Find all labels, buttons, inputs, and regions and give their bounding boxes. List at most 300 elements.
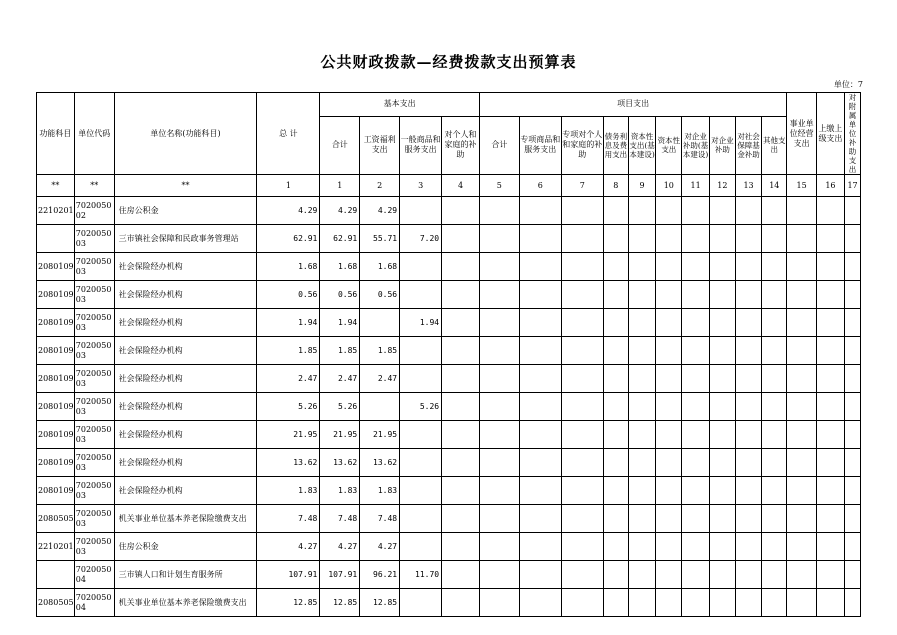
header-func-code: 功能科目: [37, 93, 75, 175]
personal-cell: [442, 477, 480, 505]
index-cell: 1: [257, 175, 320, 197]
unit-code-cell: 7020050 04: [74, 561, 114, 589]
empty-cell: [762, 477, 787, 505]
empty-cell: [682, 421, 709, 449]
unit-name-cell: 社会保险经办机构: [114, 253, 257, 281]
table-row: [37, 309, 861, 337]
empty-cell: [603, 533, 628, 561]
empty-cell: [603, 197, 628, 225]
header-proj-other: 其他支出: [762, 116, 787, 174]
empty-cell: [735, 309, 761, 337]
empty-cell: [762, 309, 787, 337]
table-row: [37, 337, 861, 365]
header-proj-capital: 资本性支出: [656, 116, 682, 174]
total-cell: 1.94: [257, 309, 320, 337]
empty-cell: [561, 393, 603, 421]
empty-cell: [519, 561, 561, 589]
header-proj-social-fund: 对社会保障基金补助: [735, 116, 761, 174]
total-cell: 5.26: [257, 393, 320, 421]
empty-cell: [735, 281, 761, 309]
empty-cell: [603, 337, 628, 365]
index-cell: 14: [762, 175, 787, 197]
wage-cell: 4.27: [360, 533, 400, 561]
empty-cell: [656, 589, 682, 617]
unit-name-cell: 机关事业单位基本养老保险缴费支出: [114, 505, 257, 533]
empty-cell: [845, 421, 861, 449]
table-row: [37, 561, 861, 589]
table-row: [37, 533, 861, 561]
empty-cell: [762, 421, 787, 449]
goods-cell: [400, 337, 442, 365]
empty-cell: [816, 589, 844, 617]
empty-cell: [682, 393, 709, 421]
empty-cell: [682, 477, 709, 505]
basic-sum-cell: 0.56: [320, 281, 360, 309]
index-cell: 15: [787, 175, 816, 197]
empty-cell: [816, 225, 844, 253]
empty-cell: [816, 337, 844, 365]
personal-cell: [442, 337, 480, 365]
empty-cell: [561, 281, 603, 309]
empty-cell: [656, 365, 682, 393]
empty-cell: [628, 561, 655, 589]
empty-cell: [561, 225, 603, 253]
index-cell: 2: [360, 175, 400, 197]
header-unit-name: 单位名称(功能科目): [114, 93, 257, 175]
table-row: [37, 365, 861, 393]
empty-cell: [709, 533, 735, 561]
empty-cell: [709, 281, 735, 309]
empty-cell: [709, 421, 735, 449]
total-cell: 0.56: [257, 281, 320, 309]
total-cell: 13.62: [257, 449, 320, 477]
func-code-cell: 2080109: [37, 253, 75, 281]
index-cell: 11: [682, 175, 709, 197]
table-row: [37, 197, 861, 225]
empty-cell: [628, 309, 655, 337]
empty-cell: [628, 337, 655, 365]
empty-cell: [709, 449, 735, 477]
goods-cell: 1.94: [400, 309, 442, 337]
index-cell: 8: [603, 175, 628, 197]
goods-cell: [400, 281, 442, 309]
empty-cell: [787, 533, 816, 561]
empty-cell: [682, 449, 709, 477]
empty-cell: [603, 561, 628, 589]
basic-sum-cell: 1.83: [320, 477, 360, 505]
personal-cell: [442, 421, 480, 449]
empty-cell: [656, 337, 682, 365]
empty-cell: [628, 281, 655, 309]
empty-cell: [656, 449, 682, 477]
empty-cell: [682, 281, 709, 309]
empty-cell: [682, 533, 709, 561]
index-cell: 10: [656, 175, 682, 197]
empty-cell: [762, 393, 787, 421]
table-row: [37, 477, 861, 505]
empty-cell: [762, 337, 787, 365]
empty-cell: [628, 365, 655, 393]
table-row: [37, 281, 861, 309]
empty-cell: [479, 309, 519, 337]
empty-cell: [735, 589, 761, 617]
empty-cell: [787, 309, 816, 337]
empty-cell: [735, 477, 761, 505]
goods-cell: [400, 505, 442, 533]
empty-cell: [709, 309, 735, 337]
empty-cell: [709, 589, 735, 617]
empty-cell: [519, 421, 561, 449]
empty-cell: [656, 309, 682, 337]
budget-table: [36, 92, 861, 617]
empty-cell: [479, 589, 519, 617]
empty-cell: [845, 393, 861, 421]
wage-cell: 7.48: [360, 505, 400, 533]
empty-cell: [628, 253, 655, 281]
empty-cell: [787, 421, 816, 449]
empty-cell: [709, 253, 735, 281]
empty-cell: [519, 337, 561, 365]
empty-cell: [816, 393, 844, 421]
unit-name-cell: 社会保险经办机构: [114, 281, 257, 309]
empty-cell: [628, 421, 655, 449]
personal-cell: [442, 393, 480, 421]
empty-cell: [603, 449, 628, 477]
empty-cell: [762, 505, 787, 533]
empty-cell: [519, 449, 561, 477]
unit-name-cell: 社会保险经办机构: [114, 309, 257, 337]
wage-cell: 2.47: [360, 365, 400, 393]
unit-code-cell: 7020050 02: [74, 197, 114, 225]
empty-cell: [762, 449, 787, 477]
header-proj-enterprise: 对企业补助: [709, 116, 735, 174]
empty-cell: [561, 337, 603, 365]
basic-sum-cell: 4.29: [320, 197, 360, 225]
empty-cell: [735, 505, 761, 533]
empty-cell: [845, 253, 861, 281]
empty-cell: [682, 197, 709, 225]
empty-cell: [787, 393, 816, 421]
empty-cell: [656, 281, 682, 309]
goods-cell: 7.20: [400, 225, 442, 253]
func-code-cell: 2080505: [37, 589, 75, 617]
unit-name-cell: 社会保险经办机构: [114, 449, 257, 477]
empty-cell: [628, 477, 655, 505]
wage-cell: 1.85: [360, 337, 400, 365]
empty-cell: [561, 253, 603, 281]
func-code-cell: 2080505: [37, 505, 75, 533]
empty-cell: [816, 253, 844, 281]
empty-cell: [628, 589, 655, 617]
empty-cell: [816, 281, 844, 309]
goods-cell: [400, 421, 442, 449]
func-code-cell: 2080109: [37, 477, 75, 505]
table-row: [37, 589, 861, 617]
index-cell: 3: [400, 175, 442, 197]
empty-cell: [479, 393, 519, 421]
empty-cell: [603, 253, 628, 281]
total-cell: 1.85: [257, 337, 320, 365]
empty-cell: [762, 253, 787, 281]
basic-sum-cell: 1.85: [320, 337, 360, 365]
index-cell: 12: [709, 175, 735, 197]
empty-cell: [816, 477, 844, 505]
index-cell: 1: [320, 175, 360, 197]
empty-cell: [479, 505, 519, 533]
empty-cell: [628, 533, 655, 561]
empty-cell: [561, 589, 603, 617]
empty-cell: [787, 253, 816, 281]
empty-cell: [561, 365, 603, 393]
index-cell: 6: [519, 175, 561, 197]
header-basic-goods: 一般商品和服务支出: [400, 116, 442, 174]
empty-cell: [561, 533, 603, 561]
wage-cell: 55.71: [360, 225, 400, 253]
func-code-cell: 2080109: [37, 449, 75, 477]
empty-cell: [682, 365, 709, 393]
empty-cell: [762, 561, 787, 589]
empty-cell: [656, 225, 682, 253]
empty-cell: [762, 225, 787, 253]
empty-cell: [845, 225, 861, 253]
wage-cell: 13.62: [360, 449, 400, 477]
empty-cell: [561, 505, 603, 533]
personal-cell: [442, 505, 480, 533]
header-project: 项目支出: [479, 93, 787, 117]
func-code-cell: [37, 561, 75, 589]
empty-cell: [561, 309, 603, 337]
empty-cell: [656, 393, 682, 421]
empty-cell: [656, 505, 682, 533]
goods-cell: 11.70: [400, 561, 442, 589]
empty-cell: [709, 197, 735, 225]
empty-cell: [603, 505, 628, 533]
empty-cell: [787, 225, 816, 253]
empty-cell: [816, 421, 844, 449]
empty-cell: [603, 393, 628, 421]
unit-code-cell: 7020050 03: [74, 533, 114, 561]
personal-cell: [442, 449, 480, 477]
wage-cell: 0.56: [360, 281, 400, 309]
unit-name-cell: 社会保险经办机构: [114, 393, 257, 421]
empty-cell: [519, 281, 561, 309]
empty-cell: [735, 253, 761, 281]
basic-sum-cell: 5.26: [320, 393, 360, 421]
empty-cell: [519, 197, 561, 225]
empty-cell: [787, 281, 816, 309]
wage-cell: 1.68: [360, 253, 400, 281]
empty-cell: [682, 309, 709, 337]
empty-cell: [816, 561, 844, 589]
goods-cell: [400, 533, 442, 561]
wage-cell: 4.29: [360, 197, 400, 225]
empty-cell: [709, 561, 735, 589]
empty-cell: [845, 309, 861, 337]
empty-cell: [628, 505, 655, 533]
empty-cell: [709, 477, 735, 505]
total-cell: 7.48: [257, 505, 320, 533]
goods-cell: [400, 253, 442, 281]
unit-code-cell: 7020050 04: [74, 589, 114, 617]
empty-cell: [561, 421, 603, 449]
empty-cell: [845, 449, 861, 477]
basic-sum-cell: 7.48: [320, 505, 360, 533]
empty-cell: [656, 253, 682, 281]
unit-code-cell: 7020050 03: [74, 505, 114, 533]
empty-cell: [735, 449, 761, 477]
empty-cell: [816, 197, 844, 225]
empty-cell: [628, 225, 655, 253]
empty-cell: [787, 449, 816, 477]
basic-sum-cell: 107.91: [320, 561, 360, 589]
index-cell: 4: [442, 175, 480, 197]
unit-name-cell: 三市镇人口和计划生育服务所: [114, 561, 257, 589]
header-upper: 上缴上级支出: [816, 93, 844, 175]
index-cell: **: [114, 175, 257, 197]
header-proj-enterprise-build: 对企业补助(基本建设): [682, 116, 709, 174]
empty-cell: [787, 589, 816, 617]
wage-cell: 1.83: [360, 477, 400, 505]
empty-cell: [845, 197, 861, 225]
empty-cell: [603, 421, 628, 449]
empty-cell: [628, 393, 655, 421]
empty-cell: [479, 253, 519, 281]
header-proj-capital-build: 资本性支出(基本建设): [628, 116, 655, 174]
empty-cell: [479, 533, 519, 561]
total-cell: 62.91: [257, 225, 320, 253]
table-row: [37, 505, 861, 533]
empty-cell: [787, 561, 816, 589]
func-code-cell: 2210201: [37, 533, 75, 561]
header-biz-unit: 事业单位经营支出: [787, 93, 816, 175]
goods-cell: [400, 589, 442, 617]
empty-cell: [682, 253, 709, 281]
total-cell: 1.83: [257, 477, 320, 505]
personal-cell: [442, 365, 480, 393]
total-cell: 12.85: [257, 589, 320, 617]
empty-cell: [479, 365, 519, 393]
unit-code-cell: 7020050 03: [74, 393, 114, 421]
total-cell: 2.47: [257, 365, 320, 393]
index-row: [37, 175, 861, 197]
empty-cell: [735, 393, 761, 421]
empty-cell: [561, 477, 603, 505]
empty-cell: [735, 337, 761, 365]
empty-cell: [762, 533, 787, 561]
total-cell: 107.91: [257, 561, 320, 589]
empty-cell: [787, 197, 816, 225]
total-cell: 21.95: [257, 421, 320, 449]
basic-sum-cell: 1.68: [320, 253, 360, 281]
func-code-cell: 2080109: [37, 393, 75, 421]
page-title: 公共财政拨款—经费拨款支出预算表: [320, 53, 577, 71]
empty-cell: [479, 225, 519, 253]
empty-cell: [479, 281, 519, 309]
empty-cell: [656, 197, 682, 225]
unit-name-cell: 社会保险经办机构: [114, 421, 257, 449]
empty-cell: [603, 225, 628, 253]
empty-cell: [519, 589, 561, 617]
unit-name-cell: 社会保险经办机构: [114, 365, 257, 393]
index-cell: 17: [845, 175, 861, 197]
empty-cell: [603, 589, 628, 617]
index-cell: 9: [628, 175, 655, 197]
basic-sum-cell: 21.95: [320, 421, 360, 449]
basic-sum-cell: 62.91: [320, 225, 360, 253]
empty-cell: [735, 225, 761, 253]
basic-sum-cell: 1.94: [320, 309, 360, 337]
empty-cell: [787, 337, 816, 365]
unit-name-cell: 三市镇社会保障和民政事务管理站: [114, 225, 257, 253]
header-basic-sum: 合计: [320, 116, 360, 174]
empty-cell: [762, 589, 787, 617]
empty-cell: [603, 281, 628, 309]
header-basic-wage: 工资福利支出: [360, 116, 400, 174]
empty-cell: [787, 365, 816, 393]
empty-cell: [519, 533, 561, 561]
header-unit-code: 单位代码: [74, 93, 114, 175]
goods-cell: [400, 365, 442, 393]
empty-cell: [762, 281, 787, 309]
func-code-cell: 2080109: [37, 281, 75, 309]
unit-code-cell: 7020050 03: [74, 421, 114, 449]
basic-sum-cell: 12.85: [320, 589, 360, 617]
empty-cell: [682, 589, 709, 617]
empty-cell: [519, 505, 561, 533]
header-proj-goods: 专项商品和服务支出: [519, 116, 561, 174]
empty-cell: [479, 477, 519, 505]
empty-cell: [709, 393, 735, 421]
index-cell: 13: [735, 175, 761, 197]
empty-cell: [735, 533, 761, 561]
empty-cell: [656, 477, 682, 505]
empty-cell: [561, 561, 603, 589]
func-code-cell: 2080109: [37, 337, 75, 365]
wage-cell: 21.95: [360, 421, 400, 449]
table-row: [37, 421, 861, 449]
empty-cell: [709, 337, 735, 365]
empty-cell: [816, 449, 844, 477]
index-cell: **: [74, 175, 114, 197]
empty-cell: [845, 533, 861, 561]
empty-cell: [787, 505, 816, 533]
unit-code-cell: 7020050 03: [74, 477, 114, 505]
unit-name-cell: 住房公积金: [114, 533, 257, 561]
empty-cell: [682, 505, 709, 533]
empty-cell: [816, 365, 844, 393]
index-cell: 7: [561, 175, 603, 197]
personal-cell: [442, 253, 480, 281]
total-cell: 4.29: [257, 197, 320, 225]
header-basic: 基本支出: [320, 93, 480, 117]
wage-cell: 12.85: [360, 589, 400, 617]
basic-sum-cell: 13.62: [320, 449, 360, 477]
table-row: [37, 225, 861, 253]
empty-cell: [762, 365, 787, 393]
empty-cell: [479, 449, 519, 477]
unit-code-cell: 7020050 03: [74, 253, 114, 281]
empty-cell: [816, 505, 844, 533]
empty-cell: [845, 281, 861, 309]
empty-cell: [519, 477, 561, 505]
empty-cell: [845, 561, 861, 589]
empty-cell: [603, 477, 628, 505]
empty-cell: [682, 561, 709, 589]
empty-cell: [519, 365, 561, 393]
total-cell: 4.27: [257, 533, 320, 561]
empty-cell: [561, 197, 603, 225]
header-sub-unit: 对附属单位补助支出: [845, 93, 861, 175]
